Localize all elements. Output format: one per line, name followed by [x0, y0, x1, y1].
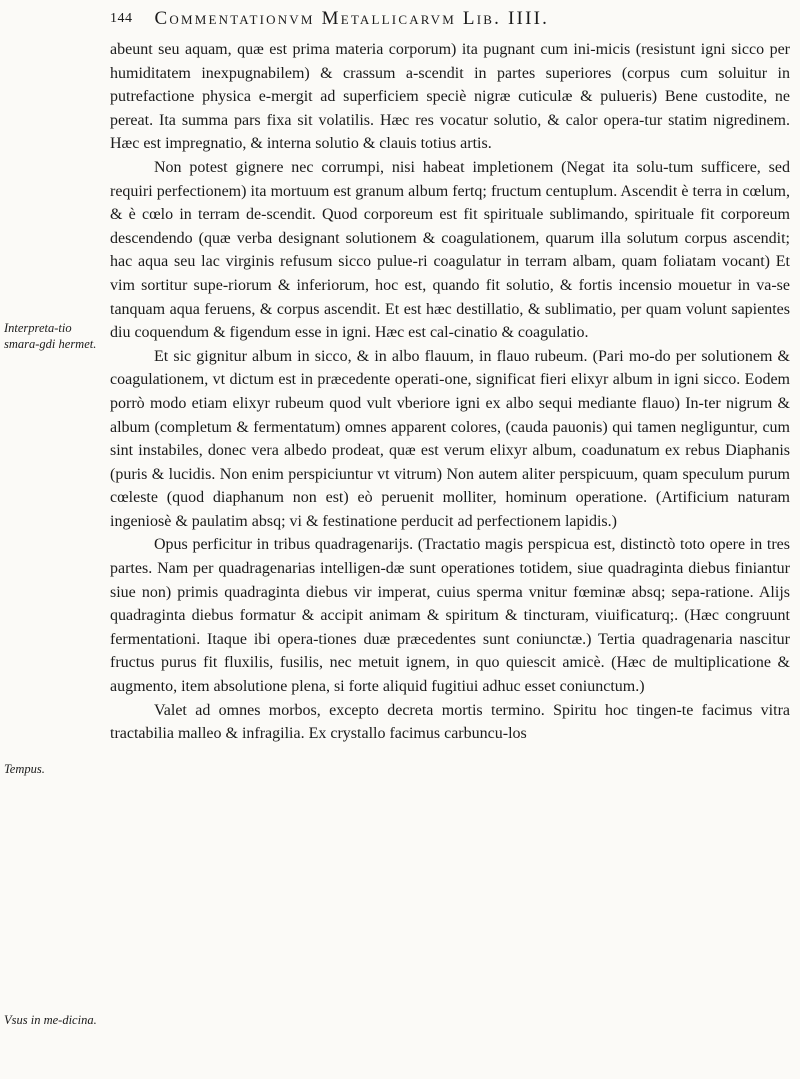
- page-header: [110, 2, 790, 36]
- paragraph: abeunt seu aquam, quæ est prima materia corporum) ita pugnant cum ini-micis (resistunt igni sicco per humiditatem inexpugnabilem) & crassum a-scendit in partes superiores (corpus cum soluitur in putrefactione physica e-mergit ad superficiem speciè nigræ cuticulæ & pulueris) Bene custodite, ne pereat. Ita summa pars fixa sit volatilis. Hæc res vocatur solutio, & calor opera-tur statim nigredinem. Hæc est impregnatio, & interna solutio & clauis totius artis.: [110, 41, 790, 153]
- page-number: 144: [110, 11, 133, 26]
- paragraph: Et sic gignitur album in sicco, & in albo flauum, in flauo rubeum. (Pari mo-do per solutionem & coagulationem, vt dictum est in præcedente operati-one, significat fieri elixyr album in igni sicco. Eodem porrò modo etiam elixyr rubeum quod vult vberiore igni ex albo sequi mediante flauo) In-ter nigrum & album (completum & fermentatum) omnes apparent colores, (cauda pauonis) qui tamen negliguntur, cum sint instabiles, donec vera albedo prodeat, quæ est verum elixyr album, coadunatum ex rebus Diaphanis (puris & lucidis. Non enim perspiciuntur vt vitrum) Non autem aliter perspicuum, quam speculum purum cœleste (quod diaphanum non est) eò peruenit molliter, hominum operatione. (Artificium naturam ingeniosè & paulatim absq; vi & festinatione perducit ad perfectionem lapidis.): [110, 347, 790, 530]
- margin-note-tempus: Tempus.: [4, 762, 45, 776]
- running-title: Commentationvm Metallicarvm Lib. IIII.: [154, 8, 550, 29]
- margin-notes: [0, 0, 110, 1079]
- paragraph: Opus perficitur in tribus quadragenarijs. (Tractatio magis perspicua est, distinctò toto opere in tres partes. Nam per quadragenarias intelligen-dæ sunt operationes totidem, siue quadraginta diebus finiantur siue non) primis quadraginta diebus vir imperat, cuius sperma vnitur fœminæ absq; sepa-ratione. Alijs quadraginta diebus formatur & accipit animam & spiritum & tincturam, viuificaturq;. (Hæc congruunt fermentationi. Itaque ibi opera-tiones duæ præcedentes sunt coniunctæ.) Tertia quadragenaria nascitur fructus purus fit fluxilis, fusilis, nec metuit ignem, in quo quiescit amicè. (Hæc de multiplicatione & augmento, item absolutione plena, si forte aliquid fugitiui adhuc esset coniunctum.): [110, 536, 790, 696]
- margin-note-interpretatio: Interpreta-tio smara-gdi hermet.: [4, 321, 97, 351]
- paragraph: Non potest gignere nec corrumpi, nisi habeat impletionem (Negat ita solu-tum sufficere, sed requiri perfectionem) ita mortuum est granum album fertq; fructum centuplum. Ascendit è terra in cœlum, & è cœlo in terram de-scendit. Quod corporeum est fit spirituale sublimando, spirituale fit corporeum descendendo (quæ verba designant solutionem & coagulationem, quarum illa solutum corpus ascendit; hac aqua seu lac virginis refusum sicco pulue-ri coagulatur in terram albam, quam foliatam vocant) Et vim sortitur supe-riorum & inferiorum, hoc est, quando fit solutio, & fortis incensio mouetur in va-se tanquam aqua feruens, & corpus ascendit. Et est hæc destillatio, & sublimatio, per quam volunt sapientes diu coquendum & figendum esse in igni. Hæc est cal-cinatio & coagulatio.: [110, 158, 790, 342]
- body-text: [110, 38, 790, 746]
- margin-note-usus: Vsus in me-dicina.: [4, 1013, 97, 1027]
- paragraph: Valet ad omnes morbos, excepto decreta mortis termino. Spiritu hoc tingen-te facimus vitra tractabilia malleo & infragilia. Ex crystallo facimus carbuncu-los: [110, 701, 790, 743]
